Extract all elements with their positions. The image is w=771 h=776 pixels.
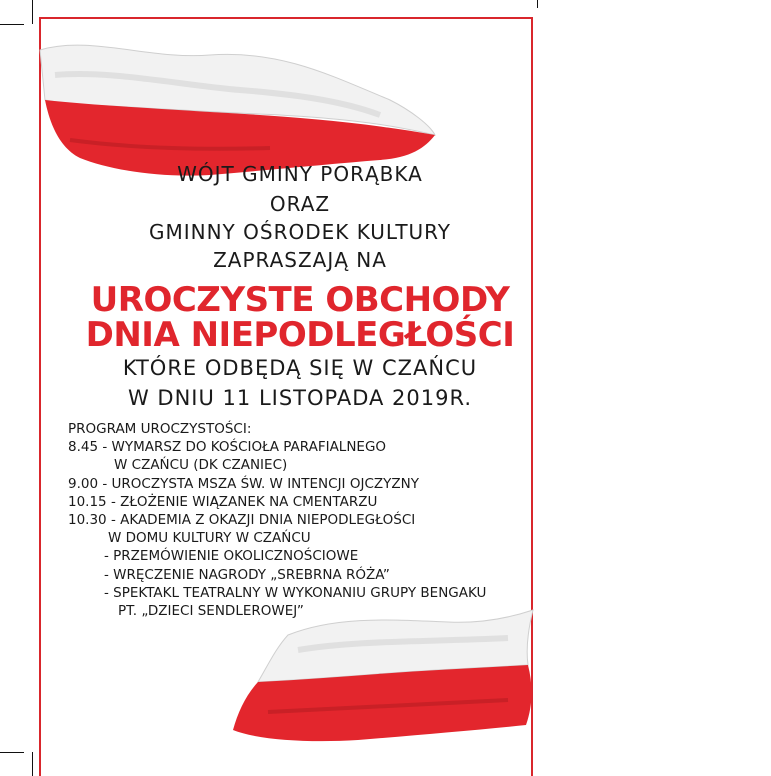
crop-mark — [32, 752, 33, 776]
title-line-2: DNIA NIEPODLEGŁOŚCI — [85, 315, 515, 355]
program-item: W CZAŃCU (DK CZANIEC) — [114, 457, 288, 474]
program-item: W DOMU KULTURY W CZAŃCU — [108, 530, 311, 547]
subtitle-line-2: W DNIU 11 LISTOPADA 2019R. — [127, 386, 473, 410]
crop-mark — [537, 0, 538, 8]
program-item: - PRZEMÓWIENIE OKOLICZNOŚCIOWE — [104, 548, 359, 565]
program-list — [68, 420, 538, 620]
crop-mark — [32, 0, 33, 24]
program-item: - SPEKTAKL TEATRALNY W WYKONANIU GRUPY BENGAKU — [104, 584, 487, 601]
program-heading: PROGRAM UROCZYSTOŚCI: — [68, 421, 252, 437]
header-line-4: ZAPRASZAJĄ NA — [213, 248, 387, 272]
program-item: 10.15 - ZŁOŻENIE WIĄZANEK NA CMENTARZU — [68, 493, 378, 510]
polish-flag-top — [30, 30, 440, 180]
program-item: 10.30 - AKADEMIA Z OKAZJI DNIA NIEPODLEGŁOŚCI — [68, 512, 416, 529]
crop-mark — [0, 24, 24, 25]
header-line-3: GMINNY OŚRODEK KULTURY — [148, 220, 452, 244]
program-item: - WRĘCZENIE NAGRODY „SREBRNA RÓŻA” — [104, 566, 390, 583]
title-line-1: UROCZYSTE OBCHODY — [90, 280, 510, 320]
header-line-2: ORAZ — [269, 192, 331, 216]
subtitle-line-1: KTÓRE ODBĘDĄ SIĘ W CZAŃCU — [122, 356, 478, 380]
crop-mark — [0, 752, 24, 753]
program-item: PT. „DZIECI SENDLEROWEJ” — [118, 603, 304, 620]
polish-flag-bottom — [228, 600, 548, 750]
program-item: 9.00 - UROCZYSTA MSZA ŚW. W INTENCJI OJCZYZNY — [68, 475, 419, 492]
program-item: 8.45 - WYMARSZ DO KOŚCIOŁA PARAFIALNEGO — [68, 439, 387, 456]
header-line-1: WÓJT GMINY PORĄBKA — [177, 162, 423, 186]
